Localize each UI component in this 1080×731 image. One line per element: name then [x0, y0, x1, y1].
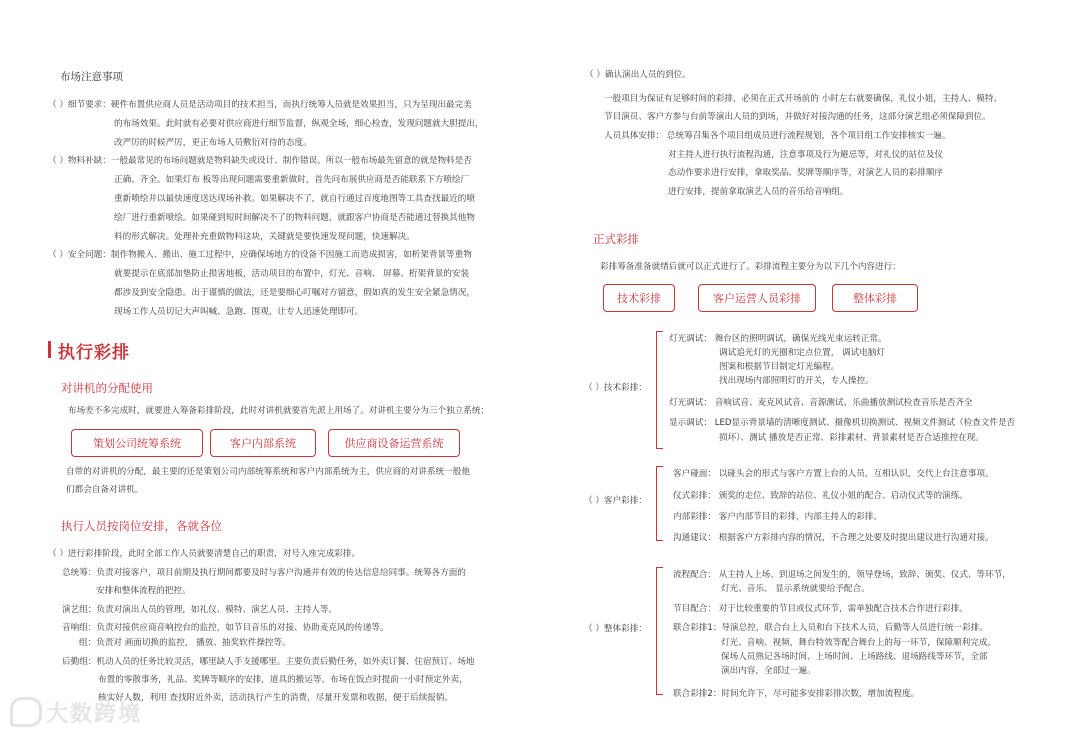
exec-rehearsal-title: 执行彩排: [58, 343, 130, 363]
watermark-logo-icon: [10, 697, 42, 727]
tech-bracket: [656, 331, 657, 449]
intercom-box-planning: 策划公司统筹系统: [71, 429, 203, 457]
material-line-1: （ ）物料补缺：一般最常见的布场问题就是物料缺失或设计、制作错误。所以一般布场最先留意的就是物料是否: [48, 156, 472, 166]
confirm-line-1: 一般项目为保证有足够时间的彩排，必须在正式开场前的 小时左右就要确保，礼仪小姐，主持人、模特、: [604, 94, 1003, 104]
detail-requirement-line-1: （ ）细节要求：硬件布置供应商人员是活动项目的技术担当，而执行统筹人员就是效果担当，只为呈现出最完美: [48, 100, 472, 110]
staff-heading: 执行人员按岗位安排，各就各位: [61, 519, 222, 533]
client-bracket: [656, 466, 657, 541]
safety-line-2: 就要提示在底部加垫防止损害地板，活动项目的布置中，灯光、音响、 屏幕、桁架背景的安装: [114, 269, 470, 279]
material-line-4: 绘厂进行重新喷绘。如果碰到短时间解决不了的物料问题，就跟客户协商是否能通过替换其他物: [114, 213, 475, 223]
overall-line-1: 流程配合： 从主持人上场、到退场之间发生的，领导登场，致辞、颁奖、仪式、等环节，: [673, 570, 1011, 580]
safety-line-4: 现场工作人员切记大声叫喊、急跑、围观，让专人迅速处理即可。: [114, 307, 364, 317]
safety-line-3: 都涉及到安全隐患。出于谨慎的做法，还是要细心叮嘱对方留意，假如真的发生安全紧急情况，: [114, 288, 475, 298]
tech-line-6: 显示调试： LED显示背景墙的清晰度测试、摄像机切换测试、视频文件测试（检查文件是否: [669, 418, 1016, 428]
intercom-note-line-1: 自带的对讲机的分配，最主要的还是策划公司内部统筹系统和客户内部系统为主，供应商的对讲系统一般他: [66, 467, 470, 477]
confirm-bullet-2: 态动作要求进行安排，拿取奖品、奖牌等顺序等，对演艺人员的彩排顺序: [668, 168, 944, 178]
section-title-marker: [48, 341, 51, 358]
client-line-3: 内部彩排： 客户内部节目的彩排，内部主持人的彩排。: [673, 512, 882, 522]
tech-line-5: 灯光调试： 音响试音、麦克风试音、音源测试、乐曲播放测试检查音乐是否齐全: [669, 398, 973, 408]
formal-rehearsal-heading: 正式彩排: [593, 232, 639, 246]
confirm-bullet-1: 对主持人进行执行流程沟通，注意事项及行为避忌等，对礼仪的站位及仪: [668, 150, 944, 160]
safety-line-1: （ ）安全问题：制作物搬入、搬出、施工过程中，应确保场地方的设备不因施工而造成损害，如析架背景等重物: [48, 250, 472, 260]
formal-rehearsal-intro: 彩排筹备准备就绪后就可以正式进行了。彩排流程主要分为以下几个内容进行：: [600, 262, 901, 272]
confirm-line-3: 人员具体安排： 总统筹召集各个项目组成员进行流程规划，各个项目组工作安排核实一遍。: [604, 131, 951, 141]
staff-line-2: 总统筹：负责对接客户，项目前期及执行期间都要及时与客户沟通并有效的传达信息给同事。统筹各方面的: [62, 568, 466, 578]
confirm-heading: （ ）确认演出人员的到位。: [585, 70, 691, 80]
staff-line-4: 演艺组：负责对演出人员的管理，如礼仪、模特、演艺人员、主持人等。: [62, 605, 338, 615]
staff-line-8: 布置的零散事务，礼品、奖牌等顺序的安排，道具的搬运等。布场在饭点时提前一小时预定外卖，: [98, 675, 468, 685]
client-line-2: 仪式彩排： 颁奖的走位、致辞的站位、礼仪小姐的配合、启动仪式等的演练。: [673, 491, 968, 501]
material-line-5: 料的形式解决。处理补充重做物料这块，关键就是要快速发现问题，快速解决。: [114, 232, 415, 242]
overall-line-3: 节目配合： 对于比较重要的节目或仪式环节，需单独配合技术合作进行彩排。: [673, 604, 968, 614]
rehearsal-box-technical: 技术彩排: [603, 284, 675, 312]
material-line-3: 重新喷绘并以最快速度送达现场补救。如果解决不了，就自行通过百度地图等工具查找最近的喷: [114, 194, 475, 204]
overall-line-2: 灯光、音乐、 显示系统就要给予配合。: [721, 584, 870, 594]
tech-rehearsal-label: （ ）技术彩排：: [584, 383, 647, 393]
rehearsal-box-overall: 整体彩排: [832, 284, 918, 312]
client-rehearsal-label: （ ）客户彩排：: [584, 496, 647, 506]
staff-line-5: 音响组：负责对接供应商音响控台的监控，如节目音乐的对接、协助麦克风的传递等。: [62, 623, 389, 633]
detail-requirement-line-2: 的布场效果。此时就有必要对供应商进行细节监督，纵观全场，细心检查，发现问题就大胆提出，: [114, 119, 484, 129]
tech-line-1: 灯光调试： 舞台区的照明调试，确保光线光束运转正常。: [669, 334, 887, 344]
staff-line-7: 后勤组：机动人员的任务比较灵活，哪里缺人手支援哪里。主要负责后勤任务，如外卖订餐、住宿预订、场地: [62, 657, 475, 667]
confirm-line-2: 节目演员、客户方参与台前等演出人员的到场，并做好对接沟通的任务，这部分演艺组必须保障到位。: [604, 112, 991, 122]
intercom-note-line-2: 们都会自备对讲机。: [66, 485, 144, 495]
detail-requirement-line-3: 改严厉的时候严厉，更正布场人员敷衍对待的态度。: [114, 138, 312, 148]
confirm-bullet-3: 进行安排，提前拿取演艺人员的音乐给音响组。: [668, 187, 849, 197]
layout-section-heading: 布场注意事项: [60, 71, 123, 83]
tech-line-7: 损坏）、测试 播放是否正常、彩排素材、背景素材是否合适推控在现。: [719, 433, 984, 443]
overall-line-6: 保场人员熟记各场时间、上场时间、上场路线、退场路线等环节，全部: [721, 652, 988, 662]
overall-line-5: 灯光、音响、视频，舞台特效等配合舞台上的每一环节，保障顺利完成。: [721, 638, 997, 648]
staff-line-6: 组：负责对 画面切换的监控， 播放、抽奖软件操控等。: [79, 638, 291, 648]
overall-line-4: 联合彩排1：导演总控，联合台上人员和台下技术人员，后勤等人员进行统一彩排。: [673, 623, 988, 633]
material-line-2: 正确、齐全。如果灯布 板等出现问题需要重新做时，首先问布展供应商是否能联系下方喷绘厂: [114, 175, 470, 185]
client-line-4: 沟通建议： 根据客户方彩排内容的情况，不合理之处要及时提出建议进行沟通对接。: [673, 533, 994, 543]
rehearsal-box-client-ops: 客户运营人员彩排: [698, 284, 816, 312]
intercom-heading: 对讲机的分配使用: [61, 381, 153, 395]
watermark-text: 大数跨境: [46, 702, 143, 727]
staff-line-1: （ ）进行彩排阶段，此时全部工作人员就要清楚自己的职责，对号入座完成彩排。: [48, 549, 361, 559]
intercom-box-client: 客户内部系统: [210, 429, 316, 457]
overall-bracket: [656, 567, 657, 695]
tech-line-2: 调试追光灯的光圈和定点位置， 调试电脑灯: [719, 348, 886, 358]
overall-line-8: 联合彩排2：时间允许下，尽可能多安排彩排次数，增加流程度。: [673, 689, 920, 699]
tech-line-3: 图案和根据节目制定灯光编程。: [719, 362, 840, 372]
overall-line-7: 演出内容，全部过一遍。: [721, 666, 816, 676]
overall-rehearsal-label: （ ）整体彩排：: [584, 624, 647, 634]
tech-line-4: 找出现场内部照明灯的开关，专人操控。: [719, 376, 874, 386]
intercom-intro: 布场差不多完成时，就要进入筹备彩排阶段，此时对讲机就要首先派上用场了。对讲机主要分为三个独立系统：: [68, 406, 490, 416]
staff-line-3: 安排和整体流程的把控。: [96, 586, 191, 596]
intercom-box-supplier: 供应商设备运营系统: [328, 429, 460, 457]
client-line-1: 客户碰面： 以碰头会的形式与客户方置上台的人员，互相认识，交代上台注意事项。: [673, 469, 994, 479]
staff-line-9: 核实好人数，利用 查找附近外卖，活动执行产生的消费，尽量开发票和收据，便于后续报销。: [98, 693, 454, 703]
